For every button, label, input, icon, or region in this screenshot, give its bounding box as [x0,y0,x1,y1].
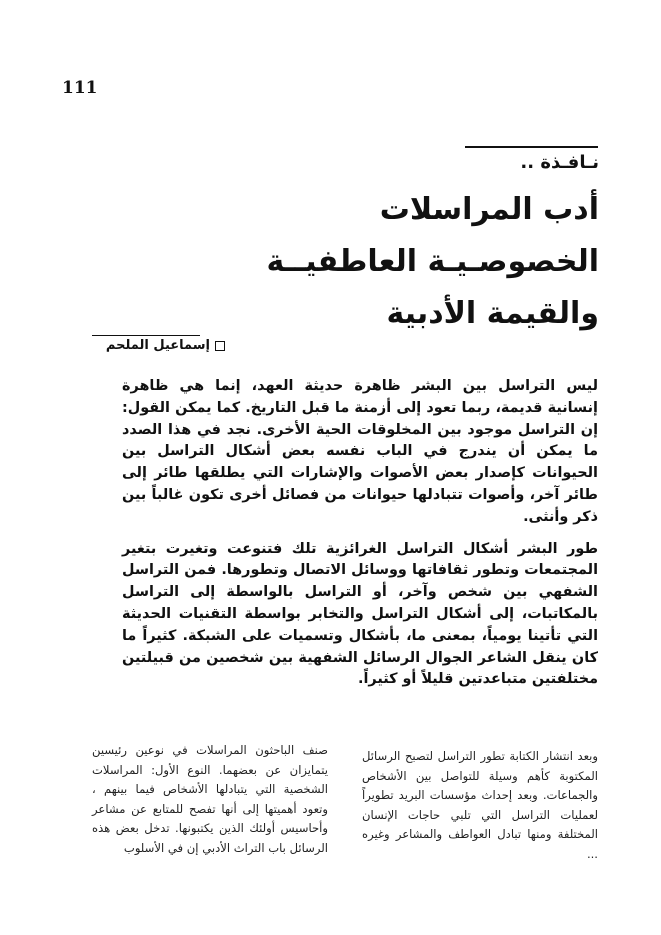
article-body [122,376,598,694]
author-byline [106,338,225,353]
body-paragraph-1: ليس التراسل بين البشر ظاهرة حديثة العهد، إنما هي ظاهرة إنسانية قديمة، ربما تعود إلى أزمنة ما قبل التاريخ. كما يمكن القول: إن التراسل موجود بين المخلوقات الحية الأخرى. نجد في هذا الصدد ما يمكن أن يندرج في الباب نفسه بعض أشكال التراسل بين الحيوانات كإصدار بعض الأصوات والإشارات التي يطلقها طائر إلى طائر آخر، وأصوات تتبادلها حيوانات من فصائل أخرى تكون غالباً بين ذكر وأنثى. [122,378,598,525]
article-title [239,184,599,340]
title-line-1: أدب المراسلات [379,192,599,227]
section-label: نـافـذة .. [520,152,599,173]
square-bullet-icon [215,341,225,351]
title-line-2: الخصوصـيـة العاطفيــة [266,244,599,279]
section-divider [465,146,598,148]
author-divider [92,335,200,336]
body-paragraph-2: طور البشر أشكال التراسل الغرائزية تلك فتنوعت وتغيرت بتغير المجتمعات وتطور ثقافاتها ووسائل الاتصال وتطورها. فمن التراسل الشفهي بين شخص وآخر، أو التراسل بالواسطة إلى التراسل بالمكاتبات، إلى أشكال التراسل والتخابر بواسطة التقنيات الحديثة التي تأتينا يومياً، بمعنى ما، بأشكال وتسميات على الشبكة. كثيراً ما كان ينقل الشاعر الجوال الرسائل الشفهية بين شخصين من قبيلتين مختلفتين متباعدتين قليلاً أو كثيراً. [122,540,598,688]
title-line-3: والقيمة الأدبية [386,296,599,331]
column-left: صنف الباحثون المراسلات في نوعين رئيسين يتمايزان عن بعضهما. النوع الأول: المراسلات الشخصية التي يتبادلها الأشخاص فيما بينهم ، وتعود أهميتها إلى أنها تفصح للمتابع عن مشاعر وأحاسيس أولئك الذين يكتبونها. تدخل بعض هذه الرسائل باب التراث الأدبي إن في الأسلوب [92,743,328,855]
page-number: 111 [62,78,98,98]
column-right: وبعد انتشار الكتابة تطور التراسل لتصبح الرسائل المكتوبة كأهم وسيلة للتواصل بين الأشخاص والجماعات. وبعد إحداث مؤسسات البريد تطويراً لعمليات التراسل التي تلبي حاجات الإنسان المختلفة ومنها تبادل العواطف والمشاعر وغيره ... [362,749,598,861]
author-name: إسماعيل الملحم [105,338,210,353]
